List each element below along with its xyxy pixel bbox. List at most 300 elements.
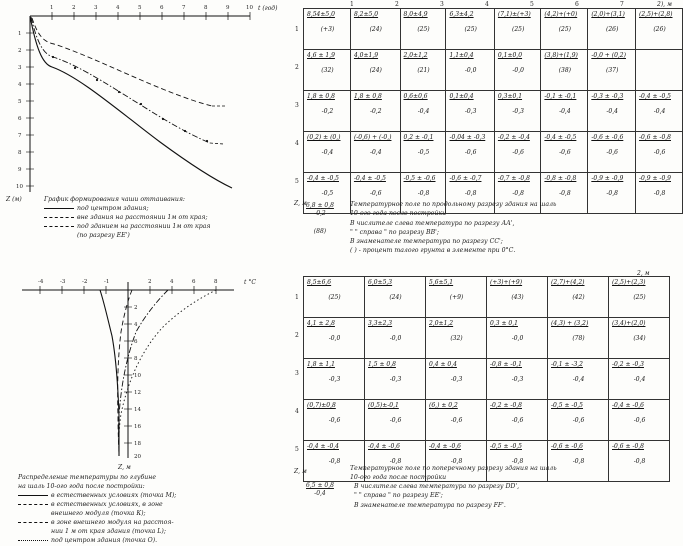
table-cell [304, 359, 365, 400]
table-cell [446, 132, 494, 173]
svg-text:12: 12 [134, 390, 141, 396]
svg-text:8: 8 [18, 150, 22, 156]
cell-numerator: -0,5 ± -0,6 [403, 175, 436, 182]
svg-text:20: 20 [134, 454, 141, 460]
line-solid-swatch [18, 495, 48, 496]
bl-legend-label-2: внешнего модуля (точка К); [51, 509, 146, 517]
cell-numerator: (0,7)±0,8 [307, 402, 336, 409]
table-cell [588, 9, 636, 50]
cell-numerator: 0,6±0,6 [403, 93, 428, 100]
cell-numerator: 0,3±0,1 [497, 93, 523, 100]
svg-text:-4: -4 [38, 279, 44, 285]
cell-numerator: -0,4 ± -0,6 [429, 443, 461, 450]
tr-caption-line-0: Температурное поле по продольному разрезу здания на шаль [350, 201, 557, 208]
cell-denominator: (25) [417, 25, 430, 33]
bl-legend-label-0: в естественных условиях (точка М); [51, 491, 177, 499]
tl-legend-label-3: (по разрезу ЕЕ') [77, 231, 130, 239]
temp-depth-plot [0, 276, 300, 466]
table-cell [541, 91, 588, 132]
table-cell [400, 9, 446, 50]
br-caption-2 [354, 482, 683, 510]
table-cell [548, 318, 609, 359]
table-cell [304, 277, 365, 318]
svg-text:14: 14 [134, 407, 141, 413]
table-cell [304, 50, 351, 91]
bl-legend-row-4 [18, 528, 298, 537]
svg-text:18: 18 [134, 441, 141, 447]
tr-row-num-1: 1 [295, 26, 299, 33]
svg-text:4: 4 [18, 82, 22, 88]
cell-denominator: (24) [369, 66, 382, 74]
table-row [304, 277, 670, 318]
svg-text:6: 6 [134, 339, 138, 345]
svg-text:4: 4 [116, 5, 120, 11]
tr-caption-line-3: " " справа " по разрезу ВВ'; [350, 228, 439, 236]
bl-legend-label-1: в естественных условиях, в зоне [51, 500, 163, 508]
cell-numerator: -0,4 ± -0,4 [307, 443, 339, 450]
tr-col-num-1: 1 [350, 1, 354, 8]
cell-numerator: -0,4 ± -0,5 [307, 175, 339, 182]
br-caption-line-2: В числителе слева температура по разрезу DD', [354, 483, 520, 490]
cell-numerator: 4,6 ± 1,9 [307, 52, 335, 59]
table-cell [494, 50, 540, 91]
tl-legend-label-2: под зданием на расстоянии 1м от края [77, 222, 211, 230]
table-cell [365, 359, 426, 400]
cell-denominator: -0,2 [369, 107, 382, 115]
cell-denominator: -0,3 [389, 375, 402, 383]
tl-legend [44, 196, 294, 241]
cell-denominator: -0,0 [511, 334, 524, 342]
svg-text:-1: -1 [104, 279, 110, 285]
corner-note-percent: (88) [313, 227, 327, 235]
tr-col-num-4: 4 [485, 1, 489, 8]
panel-temp-field-transverse [292, 268, 683, 535]
bl-axis-y-unit: Z, м [118, 464, 131, 471]
cell-denominator: -0,8 [389, 457, 402, 465]
cell-numerator: 5,6±5,1 [429, 279, 454, 286]
cell-numerator: 8,0±4,9 [403, 11, 428, 18]
svg-text:8: 8 [204, 5, 208, 11]
cell-numerator: -0,4 ± -0,6 [612, 402, 644, 409]
tr-caption-line-1: 10-ого года после постройки [350, 210, 447, 218]
cell-denominator: -0,4 [653, 107, 666, 115]
cell-numerator: 1,8 ± 0,8 [307, 93, 335, 100]
table-cell [609, 277, 670, 318]
cell-denominator: (24) [389, 293, 402, 301]
tl-axis-y-unit: Z (м) [6, 196, 22, 203]
svg-text:8: 8 [134, 356, 138, 362]
table-cell [304, 400, 365, 441]
svg-text:3: 3 [18, 65, 22, 71]
cell-numerator: 2,0±1,2 [403, 52, 428, 59]
cell-denominator: -0,4 [417, 107, 430, 115]
table-cell [494, 91, 540, 132]
svg-text:t °C: t °C [244, 279, 256, 286]
cell-denominator: -0,8 [653, 189, 666, 197]
cell-denominator: (38) [558, 66, 572, 74]
tl-legend-row-0 [44, 205, 294, 214]
cell-numerator: 6,0±5,3 [368, 279, 393, 286]
cell-denominator: -0,6 [389, 416, 402, 424]
corner-note-denominator: -0,2 [314, 209, 326, 217]
svg-text:3: 3 [94, 5, 98, 11]
svg-text:4: 4 [134, 322, 138, 328]
bl-legend-title-1: на шаль 10-ого года после постройки: [18, 482, 145, 490]
cell-numerator: -0,8 ± -0,8 [544, 175, 577, 182]
cell-numerator: 3,3±2,3 [368, 320, 393, 327]
cell-denominator: -0,0 [328, 334, 341, 342]
cell-denominator: -0,0 [389, 334, 402, 342]
br-row-num-5: 5 [295, 446, 299, 453]
corner-note-numerator: 6,5 ± 0,8 [306, 482, 334, 489]
panel-temp-field-longitudinal [292, 0, 683, 268]
table-row [304, 132, 683, 173]
cell-numerator: -0,0 + (0,2) [591, 52, 626, 59]
br-caption-line-0: Температурное поле по поперечному разрезу здания на шаль [350, 465, 557, 472]
cell-denominator: (25) [558, 25, 572, 33]
svg-text:9: 9 [18, 167, 22, 173]
svg-text:2: 2 [134, 305, 138, 311]
cell-numerator: -0,4 ± -0,5 [544, 134, 577, 141]
cell-denominator: (34) [633, 334, 646, 342]
table-cell [304, 132, 351, 173]
cell-numerator: (7,1)±(+3) [497, 11, 531, 18]
tr-col-num-7: 7 [620, 1, 624, 8]
panel-thaw-bowl-chart [0, 0, 300, 268]
bl-legend-row-0 [18, 492, 298, 501]
cell-numerator: -0,4 ± -0,5 [639, 93, 671, 100]
tl-legend-row-3 [44, 232, 294, 241]
table-cell [487, 277, 548, 318]
table-cell [400, 132, 446, 173]
cell-denominator: (32) [321, 66, 334, 74]
tr-corner-note [306, 202, 334, 235]
cell-numerator: -0,3 ± -0,3 [591, 93, 624, 100]
table-cell [541, 50, 588, 91]
tl-legend-label-1: вне здания на расстоянии 1м от края; [77, 213, 208, 221]
br-caption [350, 464, 680, 483]
svg-text:6: 6 [192, 279, 196, 285]
tr-caption-line-5: ( ) - процент талого грунта в элементе при 0°С. [350, 247, 516, 255]
cell-numerator: 0,3 ± 0,1 [490, 320, 518, 327]
line-dashed-swatch [44, 217, 74, 218]
cell-denominator: -0,5 [417, 148, 430, 156]
corner-note-denominator: -0,4 [314, 489, 326, 497]
cell-denominator: -0,6 [572, 416, 585, 424]
cell-denominator: (+9) [449, 293, 464, 301]
cell-denominator: (37) [606, 66, 619, 74]
bl-legend-label-3: в зоне внешнего модуля на расстоя- [51, 518, 174, 526]
cell-denominator: (25) [464, 25, 477, 33]
table-cell [588, 50, 636, 91]
cell-denominator: (21) [417, 66, 430, 74]
svg-text:10: 10 [246, 5, 253, 11]
cell-denominator: -0,8 [511, 457, 524, 465]
table-cell [350, 132, 400, 173]
br-row-num-2: 2 [295, 332, 299, 339]
cell-denominator: -0,8 [417, 189, 430, 197]
tr-axis-x-label: 2), м [657, 1, 672, 8]
br-axis-y-label: Z, м [294, 468, 307, 475]
cell-denominator: (25) [633, 293, 646, 301]
tl-legend-row-1 [44, 214, 294, 223]
table-cell [426, 277, 487, 318]
svg-text:10: 10 [134, 373, 141, 379]
cell-denominator: -0,4 [369, 148, 382, 156]
cell-numerator: -0,2 ± -0,4 [497, 134, 530, 141]
table-cell [487, 318, 548, 359]
tr-caption [350, 200, 680, 256]
cell-numerator: -0,04 ± -0,3 [449, 134, 486, 141]
cell-denominator: -0,8 [633, 457, 646, 465]
table-cell [636, 9, 683, 50]
table-cell [548, 359, 609, 400]
cell-numerator: 4,1 ± 2,8 [307, 320, 335, 327]
cell-numerator: 1,1±0,4 [449, 52, 474, 59]
cell-numerator: 0,1±0,0 [497, 52, 523, 59]
cell-numerator: 1,8 ± 1,1 [307, 361, 335, 368]
table-cell [446, 91, 494, 132]
br-row-num-4: 4 [295, 408, 299, 415]
cell-denominator: -0,8 [464, 189, 477, 197]
svg-text:5: 5 [138, 5, 142, 11]
table-cell [365, 318, 426, 359]
table-row [304, 9, 683, 50]
line-dashed-swatch [18, 504, 48, 505]
line-dashdot-swatch [44, 226, 74, 227]
table-cell [400, 91, 446, 132]
table-cell [350, 91, 400, 132]
bl-legend-row-3 [18, 519, 298, 528]
cell-numerator: -0,9 ± -0,9 [591, 175, 624, 182]
tr-row-num-3: 3 [295, 102, 299, 109]
table-cell [304, 91, 351, 132]
cell-denominator: -0,6 [450, 416, 463, 424]
cell-denominator: -0,2 [321, 107, 334, 115]
table-cell [541, 132, 588, 173]
cell-numerator: -0,5 ± -0,5 [551, 402, 583, 409]
svg-text:t (год): t (год) [258, 5, 278, 12]
svg-text:6: 6 [18, 116, 22, 122]
cell-denominator: -0,4 [559, 107, 571, 115]
corner-note-numerator: 6,8 ± 0,8 [306, 202, 334, 209]
tl-legend-label-0: под центром здания; [77, 204, 149, 212]
cell-numerator: -0,6 ± -0,6 [591, 134, 624, 141]
cell-denominator: -0,3 [450, 375, 463, 383]
cell-denominator: -0,6 [328, 416, 341, 424]
cell-numerator: -0,8 ± -0,1 [490, 361, 522, 368]
cell-numerator: -0,2 ± -0,8 [490, 402, 522, 409]
cell-denominator: -0,6 [464, 148, 477, 156]
cell-numerator: 6,3±4,2 [449, 11, 474, 18]
cell-numerator: (4,3) + (3,2) [551, 320, 589, 327]
cell-denominator: (26) [653, 25, 666, 33]
table-cell [494, 132, 540, 173]
cell-numerator: -0,7 ± -0,8 [497, 175, 530, 182]
cell-denominator: -0,5 [321, 189, 334, 197]
svg-text:16: 16 [134, 424, 141, 430]
cell-numerator: -0,9 ± -0,9 [639, 175, 671, 182]
cell-numerator: (0,2) ± (0,) [307, 134, 341, 141]
table-cell-empty [636, 50, 683, 91]
svg-text:1: 1 [18, 31, 22, 37]
table-cell [588, 91, 636, 132]
cell-numerator: 0,1±0,4 [449, 93, 474, 100]
bl-legend-row-1 [18, 501, 298, 510]
svg-text:2: 2 [72, 5, 76, 11]
table-cell [446, 50, 494, 91]
cell-numerator: (3,4)+(2,0) [612, 320, 646, 327]
table-cell [487, 400, 548, 441]
svg-text:7: 7 [18, 133, 22, 139]
br-row-num-1: 1 [295, 294, 299, 301]
cell-numerator: -0,4 ± -0,5 [353, 175, 386, 182]
cell-denominator: -0,3 [512, 107, 524, 115]
svg-text:1: 1 [50, 5, 54, 11]
table-cell [446, 9, 494, 50]
svg-text:8: 8 [214, 279, 218, 285]
cell-numerator: -0,2 ± -0,3 [612, 361, 644, 368]
table-row [304, 91, 683, 132]
cell-denominator: (78) [572, 334, 585, 342]
cell-denominator: (26) [606, 25, 619, 33]
cell-denominator: (+3) [320, 25, 335, 33]
svg-text:2: 2 [18, 48, 22, 54]
cell-denominator: -0,0 [512, 66, 524, 74]
cell-numerator: (2,0)+(3,1) [591, 11, 625, 18]
cell-numerator: (-0,6) + (-0,) [353, 134, 392, 141]
tr-temperature-table [303, 8, 683, 214]
cell-numerator: 4,0±1,9 [353, 52, 379, 59]
cell-numerator: 0,2 ± -0,1 [403, 134, 434, 141]
cell-numerator: (6,) ± 0,2 [429, 402, 458, 409]
line-solid-swatch [44, 208, 74, 209]
table-cell [365, 277, 426, 318]
table-cell [365, 400, 426, 441]
cell-denominator: -0,4 [606, 107, 618, 115]
svg-text:2: 2 [148, 279, 152, 285]
cell-numerator: -0,6 ± -0,8 [639, 134, 671, 141]
br-caption-line-1: 10-ого года после постройки [350, 474, 447, 482]
br-temperature-table [303, 276, 670, 482]
cell-denominator: -0,3 [464, 107, 477, 115]
cell-denominator: -0,6 [653, 148, 666, 156]
cell-denominator: -0,6 [633, 416, 646, 424]
cell-denominator: -0,6 [606, 148, 618, 156]
table-cell [487, 359, 548, 400]
svg-text:4: 4 [170, 279, 174, 285]
cell-numerator: 1,8 ± 0,8 [353, 93, 382, 100]
cell-denominator: (43) [511, 293, 524, 301]
cell-numerator: -0,1 ± -0,1 [544, 93, 577, 100]
svg-text:5: 5 [18, 99, 22, 105]
table-cell [494, 9, 540, 50]
table-cell [426, 359, 487, 400]
cell-denominator: -0,8 [512, 189, 524, 197]
table-cell [426, 318, 487, 359]
cell-numerator: -0,6 ± -0,8 [612, 443, 644, 450]
table-row [304, 50, 683, 91]
table-row [304, 359, 670, 400]
tr-axis-y-label: Z, м [294, 200, 307, 207]
panel-temp-depth-chart [0, 268, 300, 544]
table-row [304, 318, 670, 359]
cell-numerator: 1,5 ± 0,8 [368, 361, 396, 368]
cell-denominator: (32) [450, 334, 463, 342]
tr-row-num-4: 4 [295, 140, 299, 147]
bl-legend-label-5: под центром здания (точка О). [51, 536, 158, 544]
cell-denominator: -0,8 [559, 189, 571, 197]
table-cell [541, 9, 588, 50]
cell-denominator: -0,8 [606, 189, 618, 197]
cell-denominator: -0,8 [328, 457, 341, 465]
cell-denominator: -0,3 [511, 375, 524, 383]
line-dashdot-swatch [18, 522, 48, 523]
svg-text:-2: -2 [82, 279, 88, 285]
cell-numerator: 8,5±6,6 [307, 279, 332, 286]
cell-numerator: 2,0±1,2 [429, 320, 454, 327]
table-cell [548, 277, 609, 318]
bl-legend-title-0: Распределение температуры по глубине [18, 474, 157, 481]
cell-numerator: -0,4 ± -0,6 [368, 443, 400, 450]
cell-denominator: (25) [328, 293, 341, 301]
cell-denominator: -0,6 [511, 416, 524, 424]
table-cell [609, 359, 670, 400]
br-caption-line-3: " " справа " по разрезу ЕЕ'; [354, 492, 443, 500]
cell-numerator: 8,54±5,0 [307, 11, 335, 18]
table-cell [609, 400, 670, 441]
cell-denominator: -0,3 [328, 375, 341, 383]
bl-legend-row-2 [18, 510, 298, 519]
cell-numerator: (2,5)+(2,3) [612, 279, 646, 286]
table-cell [548, 400, 609, 441]
cell-denominator: -0,4 [572, 375, 585, 383]
table-cell [400, 50, 446, 91]
cell-numerator: -0,5 ± -0,5 [490, 443, 522, 450]
tr-row-num-5: 5 [295, 178, 299, 185]
cell-denominator: -0,6 [512, 148, 524, 156]
svg-text:-3: -3 [60, 279, 66, 285]
tr-caption-line-2: В числителе слева температура по разрезу АА', [350, 219, 515, 227]
cell-numerator: -0,6 ± -0,7 [449, 175, 482, 182]
bl-legend-label-4: нии 1 м от края здания (точка L); [51, 527, 166, 535]
tr-row-num-2: 2 [295, 64, 299, 71]
tr-col-num-2: 2 [395, 1, 399, 8]
cell-numerator: (+3)+(+9) [490, 279, 523, 286]
table-cell [426, 400, 487, 441]
cell-denominator: -0,0 [464, 66, 477, 74]
cell-denominator: -0,4 [633, 375, 646, 383]
br-axis-x-label: 2, м [637, 270, 650, 277]
table-cell [304, 318, 365, 359]
line-dotted-swatch [18, 540, 48, 541]
table-cell [636, 132, 683, 173]
svg-text:10: 10 [16, 184, 23, 190]
table-cell [636, 91, 683, 132]
cell-denominator: -0,6 [369, 189, 382, 197]
cell-numerator: -0,6 ± -0,6 [551, 443, 583, 450]
table-cell [609, 318, 670, 359]
br-corner-note [306, 482, 334, 498]
cell-denominator: -0,8 [450, 457, 463, 465]
tr-caption-line-4: В знаменателе температура по разрезу СС'; [350, 238, 503, 246]
table-row [304, 400, 670, 441]
cell-numerator: 8,2±5,0 [353, 11, 379, 18]
cell-numerator: 0,4 ± 0,4 [429, 361, 457, 368]
cell-denominator: -0,6 [559, 148, 571, 156]
table-cell [350, 50, 400, 91]
svg-text:7: 7 [182, 5, 186, 11]
